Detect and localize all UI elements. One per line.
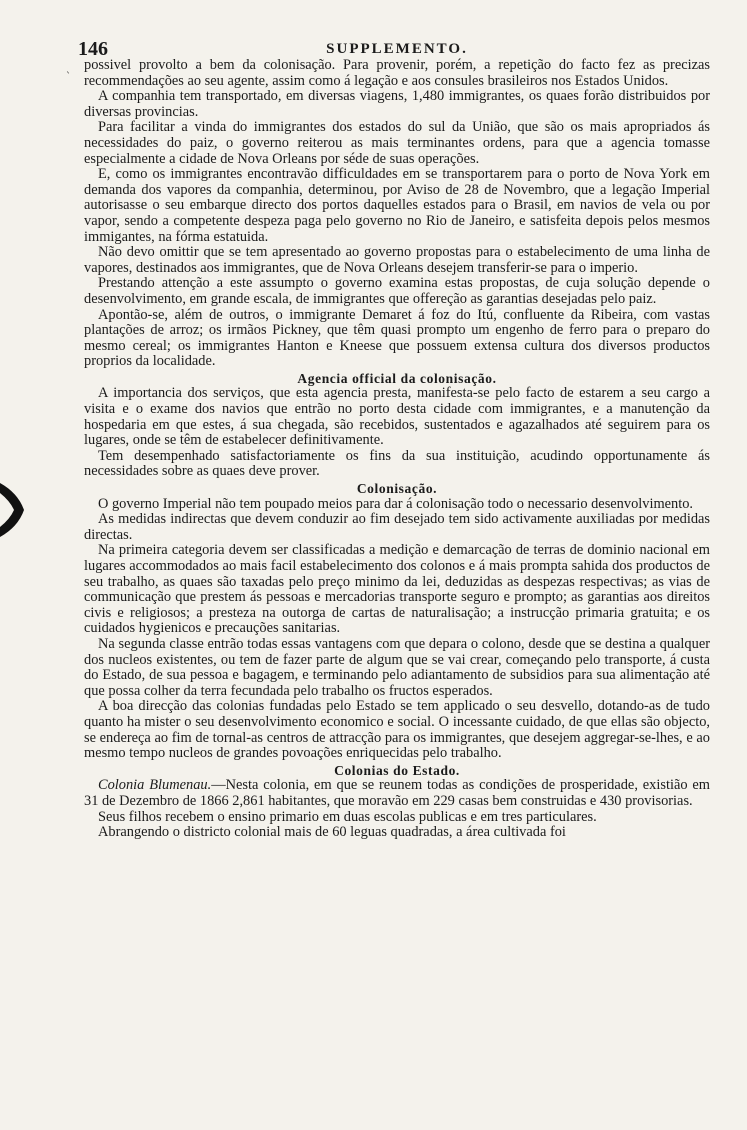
paragraph: Na primeira categoria devem ser classificadas a medição e demarcação de terras de dominio nacional em lugares accommodados ao mais facil estabelecimento dos colonos e á mais prompta sahida dos productos de seu trabalho, as quaes são taxadas pelo preço minimo da lei, deduzidas as despezas respectivas; as vias de communicação que prestem ás pessoas e mercadorias transporte seguro e prompto; as garantias aos direitos civis e religiosos; a presteza na outorga de cartas de naturalisação; a instrucção primaria gratuita; e os cuidados hygienicos e precauções sanitarias.	[84, 542, 710, 637]
paragraph-colonia-blumenau	[84, 778, 710, 809]
page-header	[78, 30, 710, 60]
paragraph: A boa direcção das colonias fundadas pelo Estado se tem applicado o seu desvello, dotando-as de tudo quanto ha mister o seu desenvolvimento economico e social. O incessante cuidado, de que ellas são objecto, se endereça ao fim de tornal-as centros de attracção para os immigrantes, que desejem aggregar-se-lhes, e ao mesmo tempo nucleos de grandes povoações enriquecidas pelo trabalho.	[84, 698, 710, 762]
paragraph: Não devo omittir que se tem apresentado ao governo propostas para o estabelecimento de uma linha de vapores, destinados aos immigrantes, que de Nova Orleans desejem transferir-se para o imperio.	[84, 244, 710, 276]
paragraph: O governo Imperial não tem poupado meios para dar á colonisação todo o necessario desenvolvimento.	[98, 495, 694, 512]
paragraph: possivel provolto a bem da colonisação. Para provenir, porém, a repetição do facto fez as precizas recommendações ao seu agente, assim como á legação e aos consules brasileiros nos Estados Unidos.	[84, 57, 710, 89]
paragraph: Abrangendo o districto colonial mais de 60 leguas quadradas, a área cultivada foi	[98, 824, 566, 841]
section-heading-agency: Agencia official da colonisação.	[297, 370, 497, 386]
paragraph: A importancia dos serviços, que esta agencia presta, manifesta-se pelo facto de estarem a seu cargo a visita e o exame dos navios que entrão no porto desta cidade com immigrantes, e a manutenção da hospedaria em que estes, á sua chegada, são recebidos, sustentados e agazalhados até seguirem para os lugares, onde se têm de estabelecer definitivamente.	[84, 385, 710, 449]
paragraph: Apontão-se, além de outros, o immigrante Demaret á foz do Itú, confluente da Ribeira, com vastas plantações de arroz; os irmãos Pickney, que têm quasi prompto um engenho de ferro para o preparo do mesmo cereal; os immigrantes Hanton e Kneese que possuem extensa cultura dos diversos productos proprios da localidade.	[84, 306, 710, 370]
colony-name: Colonia Blumenau.	[98, 777, 212, 794]
page-number: 146	[78, 38, 108, 60]
section-heading-state-colonies: Colonias do Estado.	[334, 762, 460, 778]
document-page	[78, 30, 711, 841]
paragraph: Prestando attenção a este assumpto o governo examina estas propostas, de cuja solução depende o desenvolvimento, em grande escala, de immigrantes que offereção as garantias desejadas pelo paiz.	[84, 275, 710, 307]
section-heading-colonisation: Colonisação.	[356, 481, 438, 497]
colony-description: —Nesta colonia, em que se reunem todas as condições de prosperidade, existião em 31 de Dezembro de 1866 2,861 habitantes, que moravão em 229 casas bem construidas e 430 provisorias.	[84, 777, 711, 809]
paragraph: A companhia tem transportado, em diversas viagens, 1,480 immigrantes, os quaes forão distribuidos por diversas provincias.	[84, 88, 710, 120]
paragraph: Na segunda classe entrão todas essas vantagens com que depara o colono, desde que se destina a qualquer dos nucleos existentes, ou tem de fazer parte de algum que se vai crear, começando pelo transporte, á custa do Estado, de sua pessoa e bagagem, e terminando pelo adiantamento de subsidios para sua alimentação até que possa colher da terra fecundada pelo trabalho os fructos esperados.	[84, 635, 710, 699]
stray-mark: `	[66, 72, 71, 83]
page-binding-shadow	[0, 475, 28, 545]
paragraph: Para facilitar a vinda do immigrantes dos estados do sul da União, que são os mais apropriados ás necessidades do paiz, o governo reiterou as mais terminantes ordens, para que a agencia tomasse especialmente a cidade de Nova Orleans por séde de suas operações.	[84, 119, 710, 167]
paragraph: Seus filhos recebem o ensino primario em duas escolas publicas e em tres particulares.	[98, 808, 597, 825]
paragraph: As medidas indirectas que devem conduzir ao fim desejado tem sido activamente auxiliadas por medidas directas.	[84, 511, 710, 543]
paragraph: Tem desempenhado satisfactoriamente os fins da sua instituição, acudindo opportunamente ás necessidades sobre as quaes deve prover.	[84, 447, 710, 480]
running-head: SUPPLEMENTO.	[326, 41, 468, 57]
paragraph: E, como os immigrantes encontravão difficuldades em se transportarem para o porto de Nova York em demanda dos vapores da companhia, determinou, por Aviso de 28 de Novembro, que a legação Imperial autorisasse o seu embarque directo dos portos daquelles estados para o Brasil, em navios de vela ou por vapor, sendo a competente despeza paga pelo governo no Rio de Janeiro, e satisfeita depois pelos mesmos immigantes, na fórma estatuida.	[84, 166, 710, 245]
body-text	[84, 58, 710, 841]
